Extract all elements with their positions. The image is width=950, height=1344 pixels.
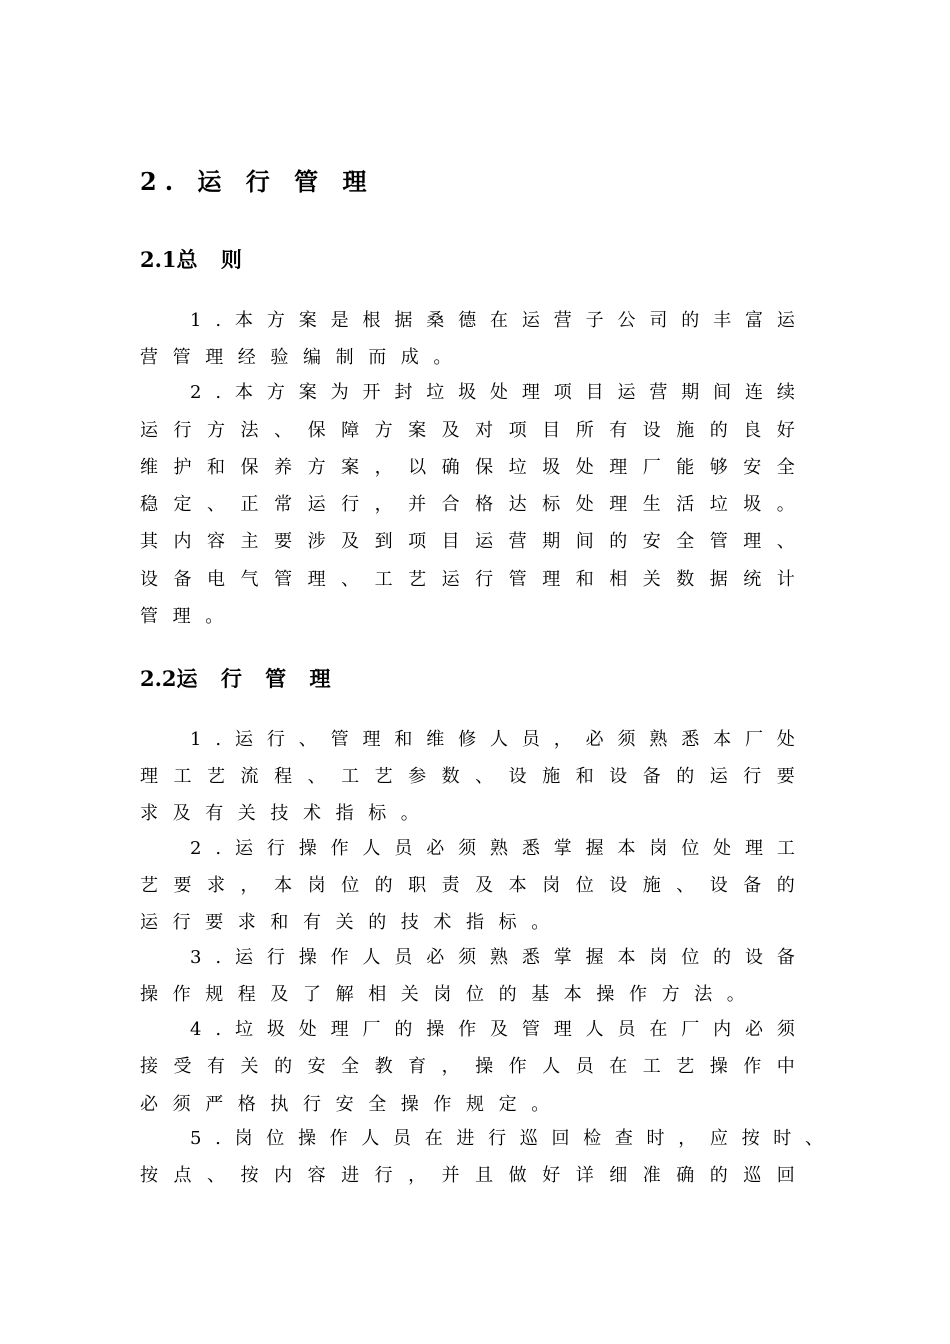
paragraph-line: 4 . 垃 圾 处 理 厂 的 操 作 及 管 理 人 员 在 厂 内 必 须 (190, 1019, 795, 1040)
section-heading-2-1 (140, 244, 250, 274)
paragraph-line: 其 内 容 主 要 涉 及 到 项 目 运 营 期 间 的 安 全 管 理 、 (140, 531, 795, 552)
paragraph-line: 操作规程及了解相关岗位的基本操作方法。 (140, 984, 760, 1005)
paragraph-line: 2 . 本 方 案 为 开 封 垃 圾 处 理 项 目 运 营 期 间 连 续 (190, 382, 795, 403)
paragraph-line: 2 . 运 行 操 作 人 员 必 须 熟 悉 掌 握 本 岗 位 处 理 工 (190, 838, 795, 859)
paragraph-line: 接 受 有 关 的 安 全 教 育 ， 操 作 人 员 在 工 艺 操 作 中 (140, 1056, 795, 1077)
section-number: 2.2 (140, 666, 177, 691)
chapter-heading: 2. 运 行 管 理 (140, 167, 375, 196)
paragraph-line: 5 . 岗 位 操 作 人 员 在 进 行 巡 回 检 查 时 ， 应 按 时 、 (190, 1128, 823, 1149)
paragraph-line: 3 . 运 行 操 作 人 员 必 须 熟 悉 掌 握 本 岗 位 的 设 备 (190, 947, 795, 968)
section-title: 运 行 管 理 (176, 666, 339, 691)
paragraph-line: 按 点 、 按 内 容 进 行 ， 并 且 做 好 详 细 准 确 的 巡 回 (140, 1165, 795, 1186)
paragraph-line: 求及有关技术指标。 (140, 803, 434, 824)
paragraph-line: 理 工 艺 流 程 、 工 艺 参 数 、 设 施 和 设 备 的 运 行 要 (140, 766, 795, 787)
paragraph-line: 稳 定 、 正 常 运 行 ， 并 合 格 达 标 处 理 生 活 垃 圾 。 (140, 494, 795, 515)
paragraph-line: 运 行 方 法 、 保 障 方 案 及 对 项 目 所 有 设 施 的 良 好 (140, 420, 795, 441)
paragraph-line: 设 备 电 气 管 理 、 工 艺 运 行 管 理 和 相 关 数 据 统 计 (140, 569, 795, 590)
paragraph-line: 艺 要 求 ， 本 岗 位 的 职 责 及 本 岗 位 设 施 、 设 备 的 (140, 875, 795, 896)
paragraph-line: 管理。 (140, 606, 238, 627)
section-heading-2-2 (140, 663, 338, 693)
paragraph-line: 必须严格执行安全操作规定。 (140, 1094, 564, 1115)
paragraph-line: 1 . 本 方 案 是 根 据 桑 德 在 运 营 子 公 司 的 丰 富 运 (190, 310, 795, 331)
section-title: 总 则 (176, 247, 250, 272)
paragraph-line: 营管理经验编制而成。 (140, 347, 466, 368)
paragraph-line: 1 . 运 行 、 管 理 和 维 修 人 员 ， 必 须 熟 悉 本 厂 处 (190, 729, 795, 750)
paragraph-line: 运行要求和有关的技术指标。 (140, 912, 564, 933)
paragraph-line: 维 护 和 保 养 方 案 ， 以 确 保 垃 圾 处 理 厂 能 够 安 全 (140, 457, 795, 478)
section-number: 2.1 (140, 247, 177, 272)
